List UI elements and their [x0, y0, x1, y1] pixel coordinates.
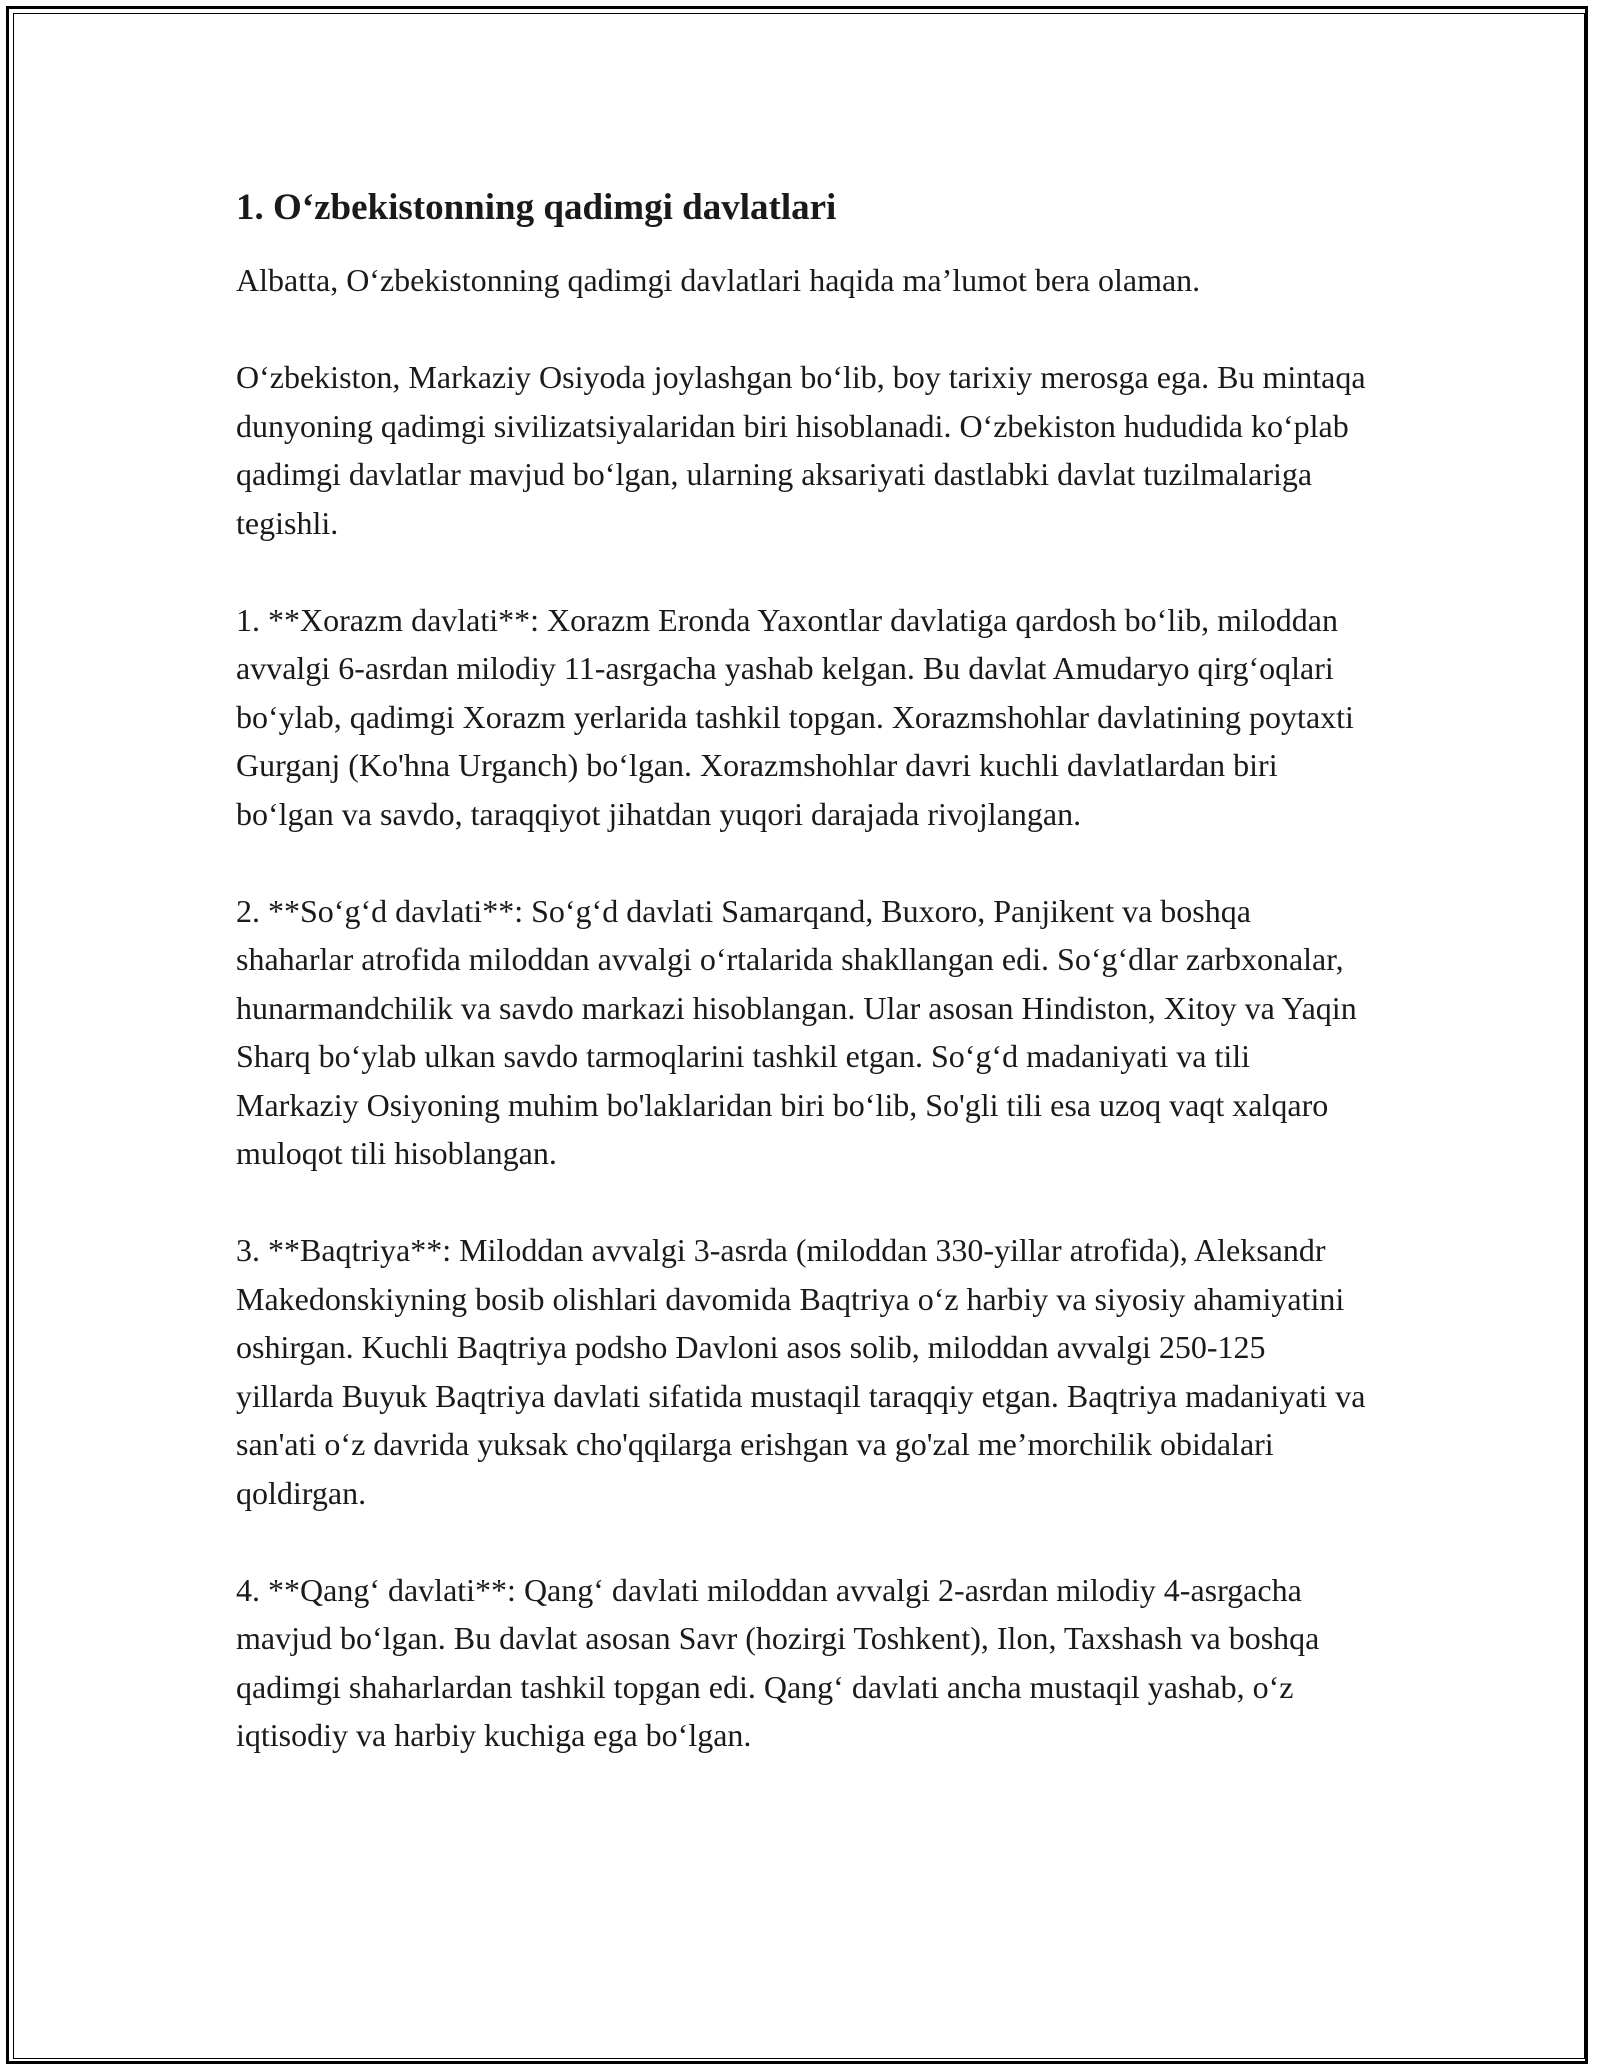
- paragraph-intro: Albatta, O‘zbekistonning qadimgi davlatlari haqida ma’lumot bera olaman.: [236, 262, 1201, 298]
- paragraph-xorazm: 1. **Xorazm davlati**: Xorazm Eronda Yaxontlar davlatiga qardosh bo‘lib, miloddan avvalgi 6-asrdan milodiy 11-asrgacha yashab kelgan. Bu davlat Amudaryo qirg‘oqlari bo‘ylab, qadimgi Xorazm yerlarida tashkil topgan. Xorazmshohlar davlatining poytaxti Gurganj (Ko'hna Urganch) bo‘lgan. Xorazmshohlar davri kuchli davlatlardan biri bo‘lgan va savdo, taraqqiyot jihatdan yuqori darajada rivojlangan.: [236, 601, 1354, 832]
- paragraph-qang: 4. **Qang‘ davlati**: Qang‘ davlati miloddan avvalgi 2-asrdan milodiy 4-asrgacha mavjud bo‘lgan. Bu davlat asosan Savr (hozirgi Toshkent), Ilon, Taxshash va boshqa qadimgi shaharlardan tashkil topgan edi. Qang‘ davlati ancha mustaqil yashab, o‘z iqtisodiy va harbiy kuchiga ega bo‘lgan.: [236, 1571, 1320, 1753]
- paragraph-sogd: 2. **So‘g‘d davlati**: So‘g‘d davlati Samarqand, Buxoro, Panjikent va boshqa shaharlar atrofida miloddan avvalgi o‘rtalarida shakllangan edi. So‘g‘dlar zarbxonalar, hunarmandchilik va savdo markazi hisoblangan. Ular asosan Hindiston, Xitoy va Yaqin Sharq bo‘ylab ulkan savdo tarmoqlarini tashkil etgan. So‘g‘d madaniyati va tili Markaziy Osiyoning muhim bo'laklaridan biri bo‘lib, So'gli tili esa uzoq vaqt xalqaro muloqot tili hisoblangan.: [236, 892, 1357, 1171]
- paragraph-baqtriya: 3. **Baqtriya**: Miloddan avvalgi 3-asrda (miloddan 330-yillar atrofida), Aleksandr Makedonskiyning bosib olishlari davomida Baqtriya o‘z harbiy va siyosiy ahamiyatini oshirgan. Kuchli Baqtriya podsho Davloni asos solib, miloddan avvalgi 250-125 yillarda Buyuk Baqtriya davlati sifatida mustaqil taraqqiy etgan. Baqtriya madaniyati va san'ati o‘z davrida yuksak cho'qqilarga erishgan va go'zal me’morchilik obidalari qoldirgan.: [236, 1232, 1366, 1511]
- paragraph-overview: O‘zbekiston, Markaziy Osiyoda joylashgan bo‘lib, boy tarixiy merosga ega. Bu mintaqa dunyoning qadimgi sivilizatsiyalaridan biri hisoblanadi. O‘zbekiston hududida ko‘plab qadimgi davlatlar mavjud bo‘lgan, ularning aksariyati dastlabki davlat tuzilmalariga tegishli.: [236, 359, 1366, 541]
- document-body: [236, 184, 1366, 1808]
- document-title: 1. O‘zbekistonning qadimgi davlatlari: [236, 187, 837, 228]
